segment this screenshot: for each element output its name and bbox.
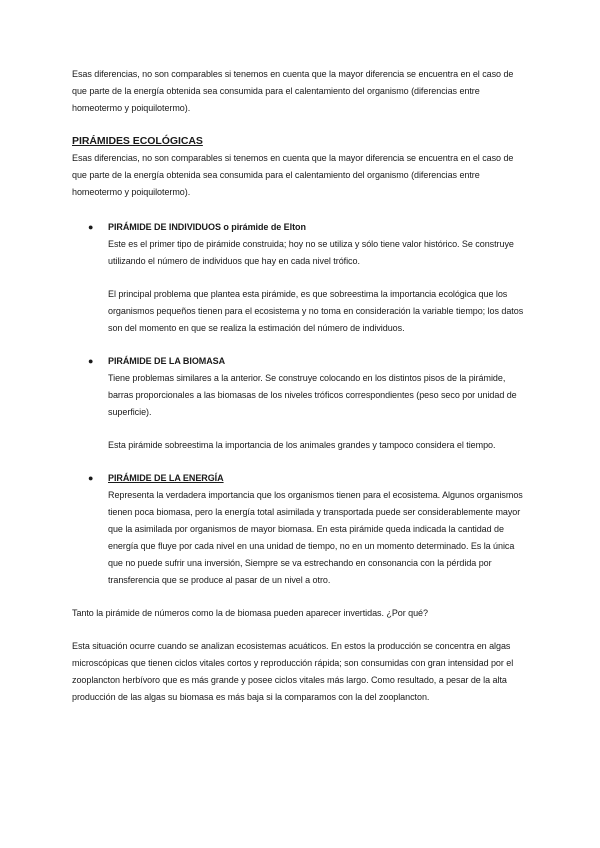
list-item-biomasa	[72, 353, 528, 454]
list-item-paragraph: Este es el primer tipo de pirámide construida; hoy no se utiliza y sólo tiene valor histórico. Se construye utilizando el número de individuos que hay en cada nivel trófico.	[108, 239, 514, 266]
bullet-icon: ●	[88, 356, 94, 366]
section-paragraph: Esas diferencias, no son comparables si tenemos en cuenta que la mayor diferencia se encuentra en el caso de que parte de la energía obtenida sea consumida para el calentamiento del organismo (diferencias entre homeotermo y poiquilotermo).	[72, 153, 514, 197]
list-item-energia	[72, 470, 528, 589]
section-heading: PIRÁMIDES ECOLÓGICAS	[72, 135, 203, 147]
list-item-paragraph: Tiene problemas similares a la anterior. Se construye colocando en los distintos pisos de la pirámide, barras proporcionales a las biomasas de los niveles tróficos correspondientes (peso seco por unidad de superficie).	[108, 373, 517, 417]
question-text: Tanto la pirámide de números como la de biomasa pueden aparecer invertidas. ¿Por qué?	[72, 608, 428, 618]
list-item-title: PIRÁMIDE DE INDIVIDUOS o pirámide de Elton	[108, 222, 306, 232]
document-page	[72, 66, 528, 706]
list-item-individuos	[72, 219, 528, 337]
bullet-icon: ●	[88, 473, 94, 483]
list-item-paragraph: El principal problema que plantea esta pirámide, es que sobreestima la importancia ecológica que los organismos pequeños tienen para el ecosistema y no toma en consideración la variable tiempo; los datos son del momento en que se realiza la estimación del número de individuos.	[108, 289, 524, 333]
pyramid-types-list	[72, 219, 528, 589]
closing-paragraph: Esta situación ocurre cuando se analizan ecosistemas acuáticos. En estos la producción se concentra en algas microscópicas que tienen ciclos vitales cortos y reproducción rápida; son consumidas con gran intensidad por el zooplancton herbívoro que es más grande y posee ciclos vitales más largo. Como resultado, a pesar de la alta producción de las algas su biomasa es más baja si la comparamos con la del zooplancton.	[72, 641, 514, 702]
intro-paragraph: Esas diferencias, no son comparables si tenemos en cuenta que la mayor diferencia se encuentra en el caso de que parte de la energía obtenida sea consumida para el calentamiento del organismo (diferencias entre homeotermo y poiquilotermo).	[72, 69, 514, 113]
bullet-icon: ●	[88, 222, 94, 232]
list-item-title: PIRÁMIDE DE LA ENERGÍA	[108, 473, 224, 483]
list-item-paragraph: Esta pirámide sobreestima la importancia de los animales grandes y tampoco considera el tiempo.	[108, 440, 496, 450]
list-item-title: PIRÁMIDE DE LA BIOMASA	[108, 356, 226, 366]
list-item-paragraph: Representa la verdadera importancia que los organismos tienen para el ecosistema. Algunos organismos tienen poca biomasa, pero la energía total asimilada y transportada puede ser considerablemente mayor que la asimilada por organismos de mayor biomasa. En esta pirámide queda indicada la cantidad de energía que fluye por cada nivel en una unidad de tiempo, no en un momento determinado. Es la única que no puede sufrir una inversión, Siempre se va estrechando en consonancia con la pérdida por transferencia que se produce al pasar de un nivel a otro.	[108, 490, 523, 585]
